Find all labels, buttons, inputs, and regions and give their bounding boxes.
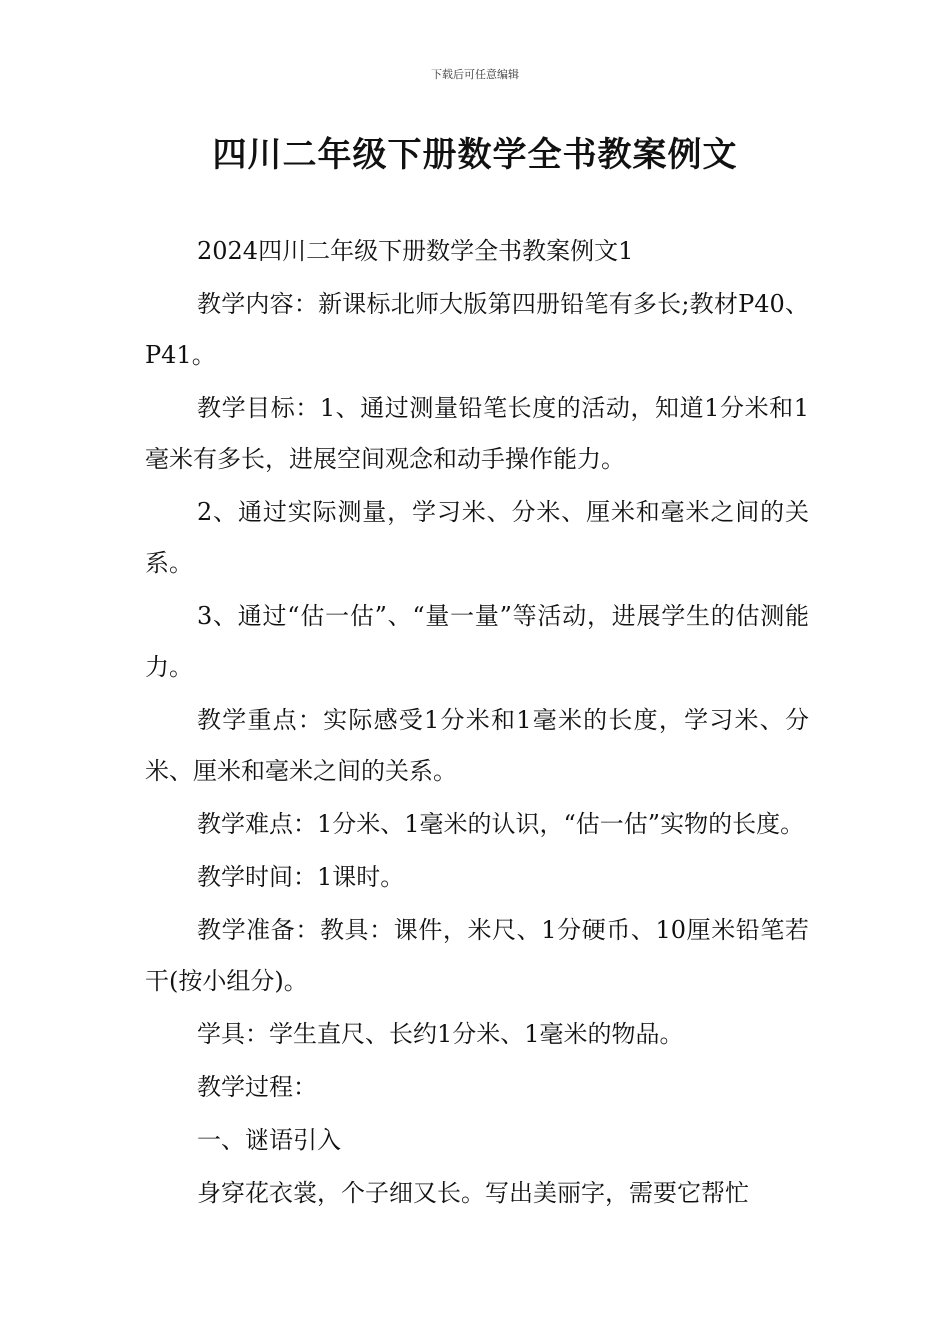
paragraph-student-tools: 学具：学生直尺、长约1分米、1毫米的物品。 [197, 1020, 684, 1048]
paragraph-difficulties: 教学难点：1分米、1毫米的认识，“估一估”实物的长度。 [197, 810, 805, 838]
paragraph-lesson-heading: 2024四川二年级下册数学全书教案例文1 [197, 237, 634, 265]
document-title: 四川二年级下册数学全书教案例文 [212, 135, 738, 175]
paragraph-key-points: 教学重点：实际感受1分米和1毫米的长度，学习米、分米、厘米和毫米之间的关系。 [145, 706, 809, 785]
document-body [145, 226, 809, 1221]
paragraph-section-1-heading: 一、谜语引入 [197, 1126, 341, 1154]
paragraph-process-heading: 教学过程： [197, 1073, 317, 1101]
page-header-note: 下载后可任意编辑 [431, 68, 519, 81]
paragraph-teaching-goal-3: 3、通过“估一估”、“量一量”等活动，进展学生的估测能力。 [145, 602, 809, 681]
paragraph-teaching-time: 教学时间：1课时。 [197, 863, 405, 891]
paragraph-teaching-goal-2: 2、通过实际测量，学习米、分米、厘米和毫米之间的关系。 [145, 498, 809, 577]
paragraph-teaching-content: 教学内容：新课标北师大版第四册铅笔有多长;教材P40、P41。 [145, 290, 809, 369]
paragraph-teaching-goal-1: 教学目标：1、通过测量铅笔长度的活动，知道1分米和1毫米有多长，进展空间观念和动手操作能力。 [145, 394, 809, 473]
paragraph-riddle: 身穿花衣裳，个子细又长。写出美丽字，需要它帮忙 [197, 1179, 749, 1207]
paragraph-teaching-prep: 教学准备：教具：课件，米尺、1分硬币、10厘米铅笔若干(按小组分)。 [145, 916, 809, 995]
